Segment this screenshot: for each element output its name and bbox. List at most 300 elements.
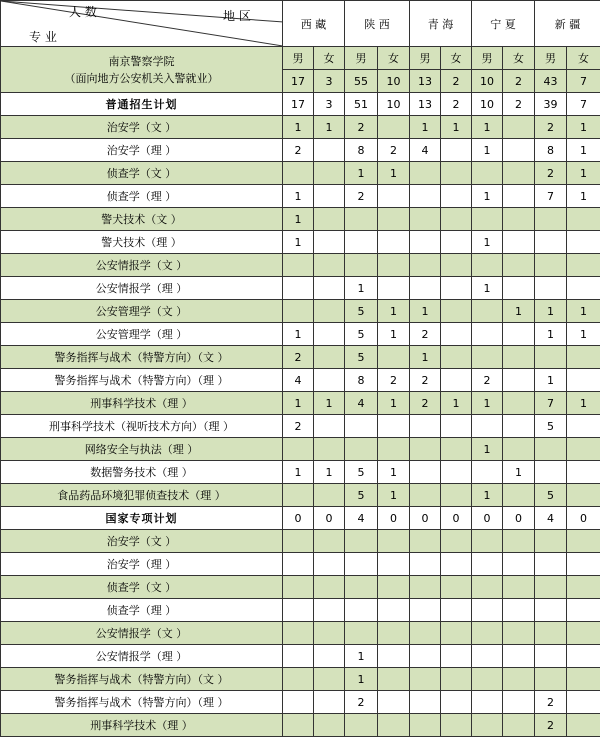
subject-name: 侦查学（理 ） xyxy=(1,185,283,208)
table-row xyxy=(1,553,600,576)
school-note: （面向地方公安机关入警就业） xyxy=(64,71,219,85)
quota-value xyxy=(535,622,567,645)
section-total-value: 0 xyxy=(472,507,503,530)
quota-value: 1 xyxy=(567,300,600,323)
subject-name: 刑事科学技术（理 ） xyxy=(1,392,283,415)
section-total-value: 0 xyxy=(441,507,472,530)
quota-value xyxy=(567,668,600,691)
quota-value xyxy=(441,645,472,668)
quota-value xyxy=(441,668,472,691)
quota-value xyxy=(503,668,535,691)
total-value: 7 xyxy=(567,70,600,93)
diagonal-header-cell xyxy=(1,1,283,47)
quota-value xyxy=(503,714,535,737)
total-value: 2 xyxy=(441,70,472,93)
quota-value xyxy=(410,277,441,300)
quota-value xyxy=(567,484,600,507)
quota-value xyxy=(283,714,314,737)
quota-value xyxy=(567,277,600,300)
quota-value xyxy=(503,231,535,254)
region-tibet: 西 藏 xyxy=(283,1,345,47)
section-row xyxy=(1,93,600,116)
quota-value: 1 xyxy=(314,392,345,415)
quota-value xyxy=(314,599,345,622)
subject-name: 侦查学（文 ） xyxy=(1,576,283,599)
quota-value xyxy=(345,553,378,576)
table-row xyxy=(1,369,600,392)
subject-name: 侦查学（理 ） xyxy=(1,599,283,622)
quota-value xyxy=(503,162,535,185)
quota-value xyxy=(378,714,410,737)
quota-value: 7 xyxy=(535,185,567,208)
quota-value xyxy=(567,231,600,254)
subject-name: 侦查学（文 ） xyxy=(1,162,283,185)
quota-value: 2 xyxy=(378,369,410,392)
quota-value xyxy=(410,622,441,645)
quota-value xyxy=(472,553,503,576)
quota-value: 1 xyxy=(378,323,410,346)
quota-value xyxy=(314,254,345,277)
quota-value: 2 xyxy=(535,116,567,139)
section-total-value: 7 xyxy=(567,93,600,116)
quota-value xyxy=(410,415,441,438)
quota-value xyxy=(503,599,535,622)
total-value: 3 xyxy=(314,70,345,93)
quota-value xyxy=(410,691,441,714)
table-row xyxy=(1,576,600,599)
quota-value xyxy=(378,553,410,576)
quota-value: 2 xyxy=(283,415,314,438)
quota-value xyxy=(410,461,441,484)
subject-name: 公安情报学（理 ） xyxy=(1,277,283,300)
quota-value xyxy=(441,576,472,599)
quota-value xyxy=(535,208,567,231)
quota-value: 1 xyxy=(503,300,535,323)
quota-value xyxy=(535,277,567,300)
quota-value: 2 xyxy=(410,392,441,415)
quota-value: 1 xyxy=(567,185,600,208)
section-total-value: 39 xyxy=(535,93,567,116)
quota-value xyxy=(503,553,535,576)
gender-male: 男 xyxy=(410,47,441,70)
quota-value xyxy=(472,599,503,622)
quota-value: 2 xyxy=(283,139,314,162)
quota-value: 1 xyxy=(345,645,378,668)
quota-value xyxy=(314,231,345,254)
quota-value: 5 xyxy=(345,346,378,369)
quota-value xyxy=(472,622,503,645)
quota-value xyxy=(472,300,503,323)
quota-value xyxy=(410,231,441,254)
quota-value xyxy=(441,162,472,185)
quota-value xyxy=(472,645,503,668)
table-row xyxy=(1,438,600,461)
quota-value xyxy=(410,208,441,231)
quota-value xyxy=(441,346,472,369)
quota-value xyxy=(503,277,535,300)
quota-value: 2 xyxy=(410,369,441,392)
quota-value xyxy=(567,576,600,599)
quota-value xyxy=(472,668,503,691)
quota-value xyxy=(345,415,378,438)
quota-value xyxy=(410,185,441,208)
quota-value xyxy=(535,645,567,668)
table-row xyxy=(1,277,600,300)
gender-male: 男 xyxy=(472,47,503,70)
quota-value xyxy=(283,668,314,691)
region-xinjiang: 新 疆 xyxy=(535,1,600,47)
section-total-value: 2 xyxy=(503,93,535,116)
quota-value xyxy=(503,139,535,162)
quota-value xyxy=(503,438,535,461)
table-row xyxy=(1,714,600,737)
quota-value xyxy=(314,645,345,668)
gender-male: 男 xyxy=(535,47,567,70)
quota-value xyxy=(472,714,503,737)
quota-value xyxy=(503,484,535,507)
table-row xyxy=(1,162,600,185)
quota-value xyxy=(503,691,535,714)
total-value: 17 xyxy=(283,70,314,93)
table-row xyxy=(1,530,600,553)
quota-value xyxy=(567,415,600,438)
quota-value xyxy=(378,576,410,599)
total-value: 2 xyxy=(503,70,535,93)
quota-value xyxy=(378,622,410,645)
subject-name: 警务指挥与战术（特警方向）（文 ） xyxy=(1,346,283,369)
gender-female: 女 xyxy=(378,47,410,70)
quota-value xyxy=(314,714,345,737)
quota-value xyxy=(345,599,378,622)
quota-value xyxy=(283,553,314,576)
subject-name: 治安学（理 ） xyxy=(1,139,283,162)
quota-value: 7 xyxy=(535,392,567,415)
total-value: 10 xyxy=(378,70,410,93)
quota-value xyxy=(535,254,567,277)
quota-value: 5 xyxy=(345,323,378,346)
gender-male: 男 xyxy=(283,47,314,70)
quota-value xyxy=(378,254,410,277)
subject-name: 食品药品环境犯罪侦查技术（理 ） xyxy=(1,484,283,507)
quota-value xyxy=(472,691,503,714)
quota-value: 1 xyxy=(314,116,345,139)
quota-value xyxy=(345,254,378,277)
quota-value xyxy=(283,599,314,622)
quota-value: 8 xyxy=(535,139,567,162)
subject-name: 公安管理学（文 ） xyxy=(1,300,283,323)
quota-value xyxy=(345,576,378,599)
quota-value xyxy=(441,622,472,645)
gender-female: 女 xyxy=(441,47,472,70)
quota-value xyxy=(378,668,410,691)
quota-value xyxy=(472,208,503,231)
quota-value xyxy=(283,254,314,277)
table-row xyxy=(1,139,600,162)
quota-value xyxy=(567,622,600,645)
quota-value xyxy=(283,438,314,461)
quota-value xyxy=(314,691,345,714)
quota-value xyxy=(410,530,441,553)
quota-value xyxy=(535,461,567,484)
quota-value xyxy=(378,185,410,208)
quota-value xyxy=(314,300,345,323)
quota-value xyxy=(472,254,503,277)
subject-name: 治安学（文 ） xyxy=(1,530,283,553)
quota-value xyxy=(410,645,441,668)
quota-value xyxy=(441,300,472,323)
section-total-value: 0 xyxy=(378,507,410,530)
quota-value: 2 xyxy=(345,116,378,139)
quota-value xyxy=(410,576,441,599)
quota-value xyxy=(441,231,472,254)
quota-value: 1 xyxy=(314,461,345,484)
quota-value xyxy=(535,346,567,369)
quota-value xyxy=(410,599,441,622)
quota-value xyxy=(503,392,535,415)
header-row-gender xyxy=(1,47,600,70)
quota-value xyxy=(378,415,410,438)
quota-value xyxy=(503,254,535,277)
quota-value xyxy=(378,530,410,553)
quota-value xyxy=(535,599,567,622)
subject-name: 警犬技术（理 ） xyxy=(1,231,283,254)
table-row xyxy=(1,208,600,231)
quota-value: 1 xyxy=(535,369,567,392)
quota-value xyxy=(378,691,410,714)
quota-value xyxy=(472,346,503,369)
quota-value: 1 xyxy=(567,162,600,185)
quota-value xyxy=(410,668,441,691)
quota-value xyxy=(345,714,378,737)
gender-female: 女 xyxy=(503,47,535,70)
quota-value: 8 xyxy=(345,369,378,392)
quota-value: 1 xyxy=(378,300,410,323)
quota-value xyxy=(314,415,345,438)
section-total-value: 0 xyxy=(410,507,441,530)
subject-name: 数据警务技术（理 ） xyxy=(1,461,283,484)
quota-value xyxy=(314,484,345,507)
quota-value xyxy=(441,714,472,737)
quota-value xyxy=(535,553,567,576)
quota-value: 8 xyxy=(345,139,378,162)
count-label: 人 数 xyxy=(69,5,97,19)
quota-value: 1 xyxy=(410,346,441,369)
quota-value: 1 xyxy=(378,484,410,507)
quota-value xyxy=(410,162,441,185)
quota-value xyxy=(378,645,410,668)
quota-value xyxy=(410,254,441,277)
section-title: 国家专项计划 xyxy=(1,507,283,530)
quota-value xyxy=(503,346,535,369)
total-value: 43 xyxy=(535,70,567,93)
quota-value xyxy=(567,645,600,668)
gender-male: 男 xyxy=(345,47,378,70)
quota-value: 1 xyxy=(345,668,378,691)
quota-value: 4 xyxy=(410,139,441,162)
quota-value xyxy=(441,254,472,277)
quota-value xyxy=(378,346,410,369)
section-total-value: 10 xyxy=(378,93,410,116)
quota-value xyxy=(567,530,600,553)
quota-value xyxy=(283,300,314,323)
quota-value xyxy=(503,116,535,139)
quota-value: 2 xyxy=(535,162,567,185)
quota-value: 1 xyxy=(378,162,410,185)
quota-value xyxy=(441,599,472,622)
quota-value: 2 xyxy=(345,691,378,714)
quota-value: 1 xyxy=(345,277,378,300)
quota-value xyxy=(378,116,410,139)
quota-value xyxy=(410,438,441,461)
quota-value: 1 xyxy=(472,277,503,300)
quota-value: 1 xyxy=(410,300,441,323)
subject-name: 治安学（文 ） xyxy=(1,116,283,139)
quota-value xyxy=(345,208,378,231)
quota-value xyxy=(410,553,441,576)
table-row xyxy=(1,484,600,507)
quota-value: 1 xyxy=(283,116,314,139)
quota-value xyxy=(378,438,410,461)
quota-value xyxy=(283,576,314,599)
quota-value xyxy=(535,668,567,691)
quota-value: 2 xyxy=(535,691,567,714)
quota-value xyxy=(472,530,503,553)
quota-value xyxy=(314,438,345,461)
table-row xyxy=(1,185,600,208)
total-value: 10 xyxy=(472,70,503,93)
section-total-value: 0 xyxy=(283,507,314,530)
quota-value xyxy=(283,162,314,185)
quota-value xyxy=(567,438,600,461)
quota-value xyxy=(503,208,535,231)
school-name-cell xyxy=(1,47,283,93)
table-row xyxy=(1,645,600,668)
table-row xyxy=(1,461,600,484)
quota-value xyxy=(503,323,535,346)
table-row xyxy=(1,622,600,645)
quota-value: 5 xyxy=(345,461,378,484)
school-name: 南京警察学院 xyxy=(108,54,175,68)
quota-value xyxy=(503,369,535,392)
quota-value xyxy=(283,484,314,507)
quota-value: 1 xyxy=(503,461,535,484)
quota-value xyxy=(567,553,600,576)
quota-value xyxy=(535,438,567,461)
quota-value xyxy=(378,277,410,300)
quota-value: 4 xyxy=(283,369,314,392)
quota-value: 1 xyxy=(472,231,503,254)
quota-value xyxy=(567,254,600,277)
quota-value: 4 xyxy=(345,392,378,415)
subject-name: 网络安全与执法（理 ） xyxy=(1,438,283,461)
table-row xyxy=(1,691,600,714)
quota-value xyxy=(441,277,472,300)
quota-value xyxy=(567,714,600,737)
subject-name: 刑事科学技术（理 ） xyxy=(1,714,283,737)
quota-value xyxy=(314,162,345,185)
subject-name: 刑事科学技术（视听技术方向）（理 ） xyxy=(1,415,283,438)
section-title: 普通招生计划 xyxy=(1,93,283,116)
quota-value xyxy=(535,231,567,254)
quota-value xyxy=(441,484,472,507)
quota-value xyxy=(472,461,503,484)
section-total-value: 0 xyxy=(567,507,600,530)
subject-name: 警犬技术（文 ） xyxy=(1,208,283,231)
quota-value: 1 xyxy=(472,438,503,461)
quota-value: 2 xyxy=(345,185,378,208)
quota-value xyxy=(345,438,378,461)
region-label: 地 区 xyxy=(223,9,251,23)
subject-name: 警务指挥与战术（特警方向）（理 ） xyxy=(1,369,283,392)
table-row xyxy=(1,392,600,415)
quota-value xyxy=(441,461,472,484)
quota-value xyxy=(283,277,314,300)
table-row xyxy=(1,116,600,139)
gender-female: 女 xyxy=(314,47,345,70)
quota-value xyxy=(441,139,472,162)
quota-value xyxy=(378,208,410,231)
table-row xyxy=(1,323,600,346)
section-total-value: 0 xyxy=(314,507,345,530)
quota-value: 2 xyxy=(378,139,410,162)
quota-value xyxy=(441,691,472,714)
subject-name: 警务指挥与战术（特警方向）（理 ） xyxy=(1,691,283,714)
section-total-value: 0 xyxy=(503,507,535,530)
quota-value: 2 xyxy=(472,369,503,392)
quota-value xyxy=(314,277,345,300)
quota-value: 1 xyxy=(345,162,378,185)
quota-value xyxy=(503,185,535,208)
quota-value: 5 xyxy=(345,484,378,507)
section-total-value: 51 xyxy=(345,93,378,116)
quota-value: 1 xyxy=(535,323,567,346)
region-ningxia: 宁 夏 xyxy=(472,1,535,47)
quota-value xyxy=(314,323,345,346)
quota-value: 5 xyxy=(345,300,378,323)
quota-value xyxy=(283,622,314,645)
region-shaanxi: 陕 西 xyxy=(345,1,410,47)
quota-value xyxy=(314,576,345,599)
subject-name: 公安情报学（文 ） xyxy=(1,254,283,277)
header-row-regions xyxy=(1,1,600,47)
quota-value xyxy=(378,599,410,622)
quota-value xyxy=(441,530,472,553)
quota-value: 1 xyxy=(535,300,567,323)
quota-value xyxy=(535,530,567,553)
quota-value: 1 xyxy=(441,392,472,415)
quota-value: 1 xyxy=(472,139,503,162)
subject-name: 公安情报学（文 ） xyxy=(1,622,283,645)
quota-value xyxy=(410,714,441,737)
quota-value xyxy=(503,415,535,438)
quota-value xyxy=(410,484,441,507)
quota-value: 1 xyxy=(567,323,600,346)
table-row xyxy=(1,254,600,277)
section-total-value: 4 xyxy=(535,507,567,530)
gender-female: 女 xyxy=(567,47,600,70)
quota-value xyxy=(472,576,503,599)
subject-name: 警务指挥与战术（特警方向）（文 ） xyxy=(1,668,283,691)
quota-value: 5 xyxy=(535,484,567,507)
quota-value xyxy=(314,208,345,231)
section-total-value: 4 xyxy=(345,507,378,530)
quota-value xyxy=(441,369,472,392)
quota-value xyxy=(314,185,345,208)
quota-value xyxy=(503,622,535,645)
quota-value: 1 xyxy=(378,461,410,484)
quota-value: 1 xyxy=(472,392,503,415)
quota-value xyxy=(314,553,345,576)
